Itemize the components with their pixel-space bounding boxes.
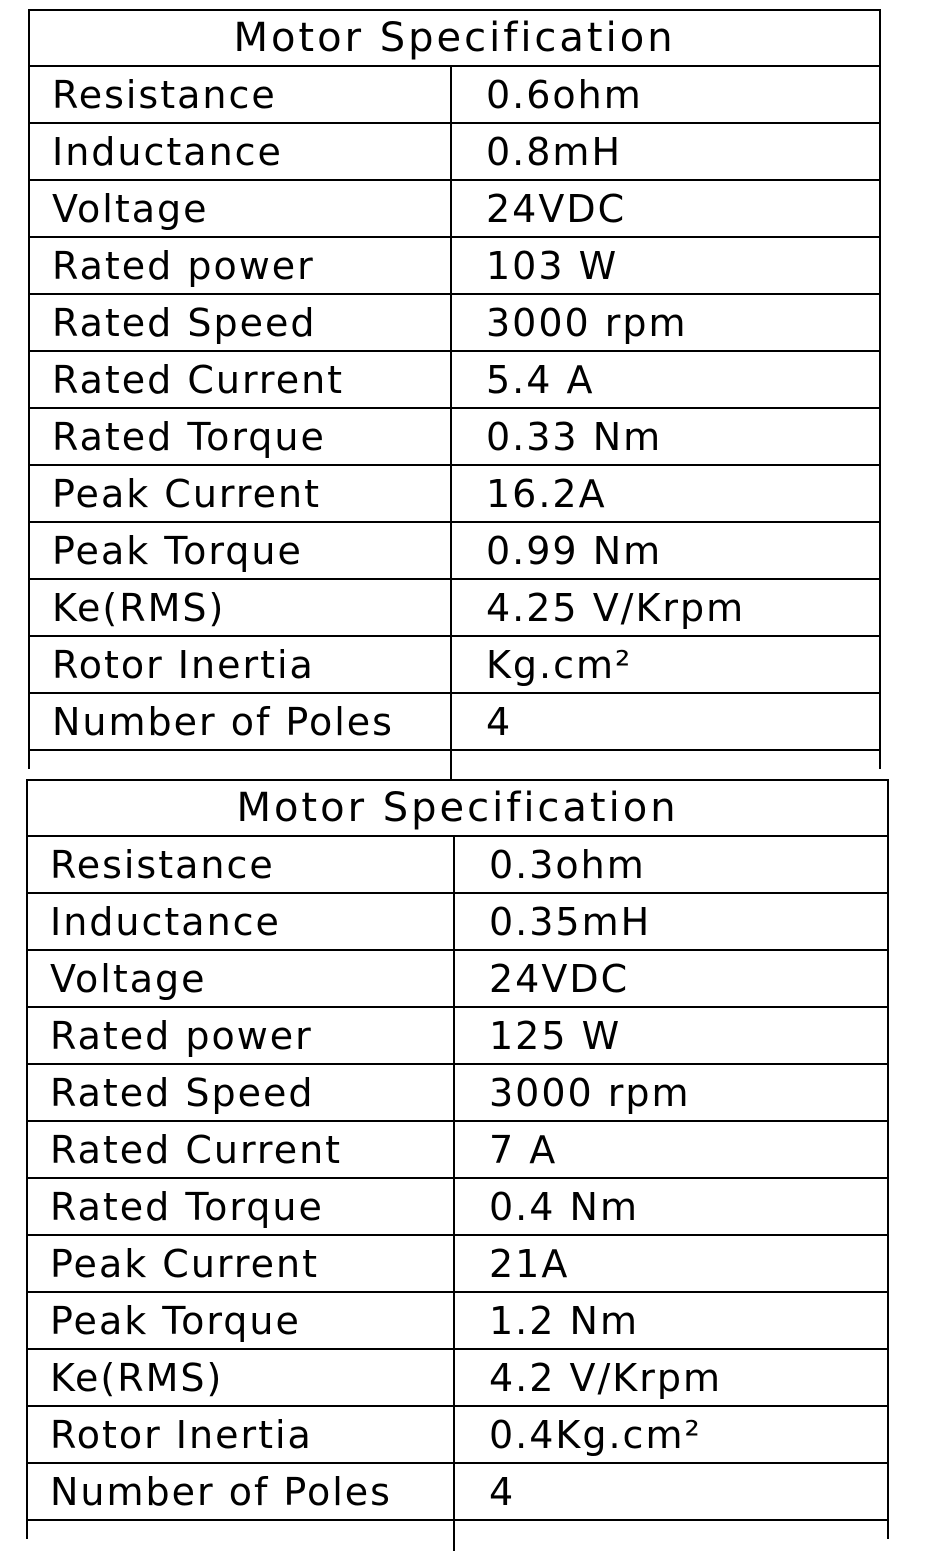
spec-label: Peak Current <box>28 1236 455 1291</box>
spec-value: 103 W <box>486 243 619 288</box>
table-row <box>30 523 879 580</box>
spec-value: 0.35mH <box>489 899 652 944</box>
spec-label: Rotor Inertia <box>30 637 452 692</box>
table-row <box>30 580 879 637</box>
table-row <box>30 466 879 523</box>
table-row <box>28 837 887 894</box>
spec-label-empty <box>30 751 452 781</box>
spec-label: Inductance <box>30 124 452 179</box>
table-row <box>28 1236 887 1293</box>
spec-label: Voltage <box>28 951 455 1006</box>
spec-value: 21A <box>489 1241 570 1286</box>
spec-value: 4 <box>489 1469 516 1514</box>
table-row <box>28 894 887 951</box>
table-row <box>28 1065 887 1122</box>
motor-spec-table-2 <box>26 779 889 1539</box>
spec-label: Rated Speed <box>28 1065 455 1120</box>
spec-value: 0.4Kg.cm² <box>489 1412 702 1457</box>
spec-label: Rotor Inertia <box>28 1407 455 1462</box>
spec-label: Rated Current <box>28 1122 455 1177</box>
spec-label: Number of Poles <box>28 1464 455 1519</box>
spec-label: Peak Torque <box>30 523 452 578</box>
spec-value: 24VDC <box>486 186 627 231</box>
table-row-empty <box>28 1521 887 1551</box>
spec-label: Resistance <box>30 67 452 122</box>
spec-label: Rated Torque <box>30 409 452 464</box>
table-row <box>30 352 879 409</box>
spec-value: 0.33 Nm <box>486 414 663 459</box>
table-row <box>28 1008 887 1065</box>
spec-label: Rated Current <box>30 352 452 407</box>
spec-label: Rated power <box>30 238 452 293</box>
table-body <box>28 837 887 1551</box>
spec-value: Kg.cm² <box>486 642 633 687</box>
spec-value: 0.4 Nm <box>489 1184 639 1229</box>
spec-label: Rated power <box>28 1008 455 1063</box>
table-row <box>30 694 879 751</box>
table-row <box>28 951 887 1008</box>
table-row <box>30 181 879 238</box>
table-row <box>28 1122 887 1179</box>
spec-value: 4 <box>486 699 513 744</box>
spec-value: 7 A <box>489 1127 558 1172</box>
table-row <box>30 637 879 694</box>
spec-value: 24VDC <box>489 956 630 1001</box>
spec-value: 4.2 V/Krpm <box>489 1355 722 1400</box>
table-row <box>30 238 879 295</box>
spec-value: 0.8mH <box>486 129 623 174</box>
spec-value: 4.25 V/Krpm <box>486 585 746 630</box>
spec-value: 3000 rpm <box>486 300 688 345</box>
spec-value: 0.99 Nm <box>486 528 663 573</box>
table-row <box>30 409 879 466</box>
spec-label: Voltage <box>30 181 452 236</box>
table-row-empty <box>30 751 879 781</box>
spec-label: Inductance <box>28 894 455 949</box>
table-title: Motor Specification <box>30 11 879 67</box>
spec-value: 16.2A <box>486 471 607 516</box>
table-row <box>30 295 879 352</box>
spec-value: 1.2 Nm <box>489 1298 639 1343</box>
table-row <box>28 1350 887 1407</box>
spec-value: 125 W <box>489 1013 622 1058</box>
spec-label: Peak Current <box>30 466 452 521</box>
spec-value: 0.3ohm <box>489 842 646 887</box>
spec-label: Number of Poles <box>30 694 452 749</box>
table-row <box>28 1407 887 1464</box>
spec-label: Rated Torque <box>28 1179 455 1234</box>
table-row <box>28 1179 887 1236</box>
spec-label: Rated Speed <box>30 295 452 350</box>
table-title: Motor Specification <box>28 781 887 837</box>
table-row <box>28 1464 887 1521</box>
spec-label: Ke(RMS) <box>28 1350 455 1405</box>
spec-value: 5.4 A <box>486 357 595 402</box>
spec-label: Peak Torque <box>28 1293 455 1348</box>
table-row <box>30 124 879 181</box>
spec-label-empty <box>28 1521 455 1551</box>
spec-label: Ke(RMS) <box>30 580 452 635</box>
table-body <box>30 67 879 781</box>
spec-value: 3000 rpm <box>489 1070 691 1115</box>
spec-value: 0.6ohm <box>486 72 643 117</box>
motor-spec-table-1 <box>28 9 881 769</box>
table-row <box>28 1293 887 1350</box>
spec-label: Resistance <box>28 837 455 892</box>
table-row <box>30 67 879 124</box>
